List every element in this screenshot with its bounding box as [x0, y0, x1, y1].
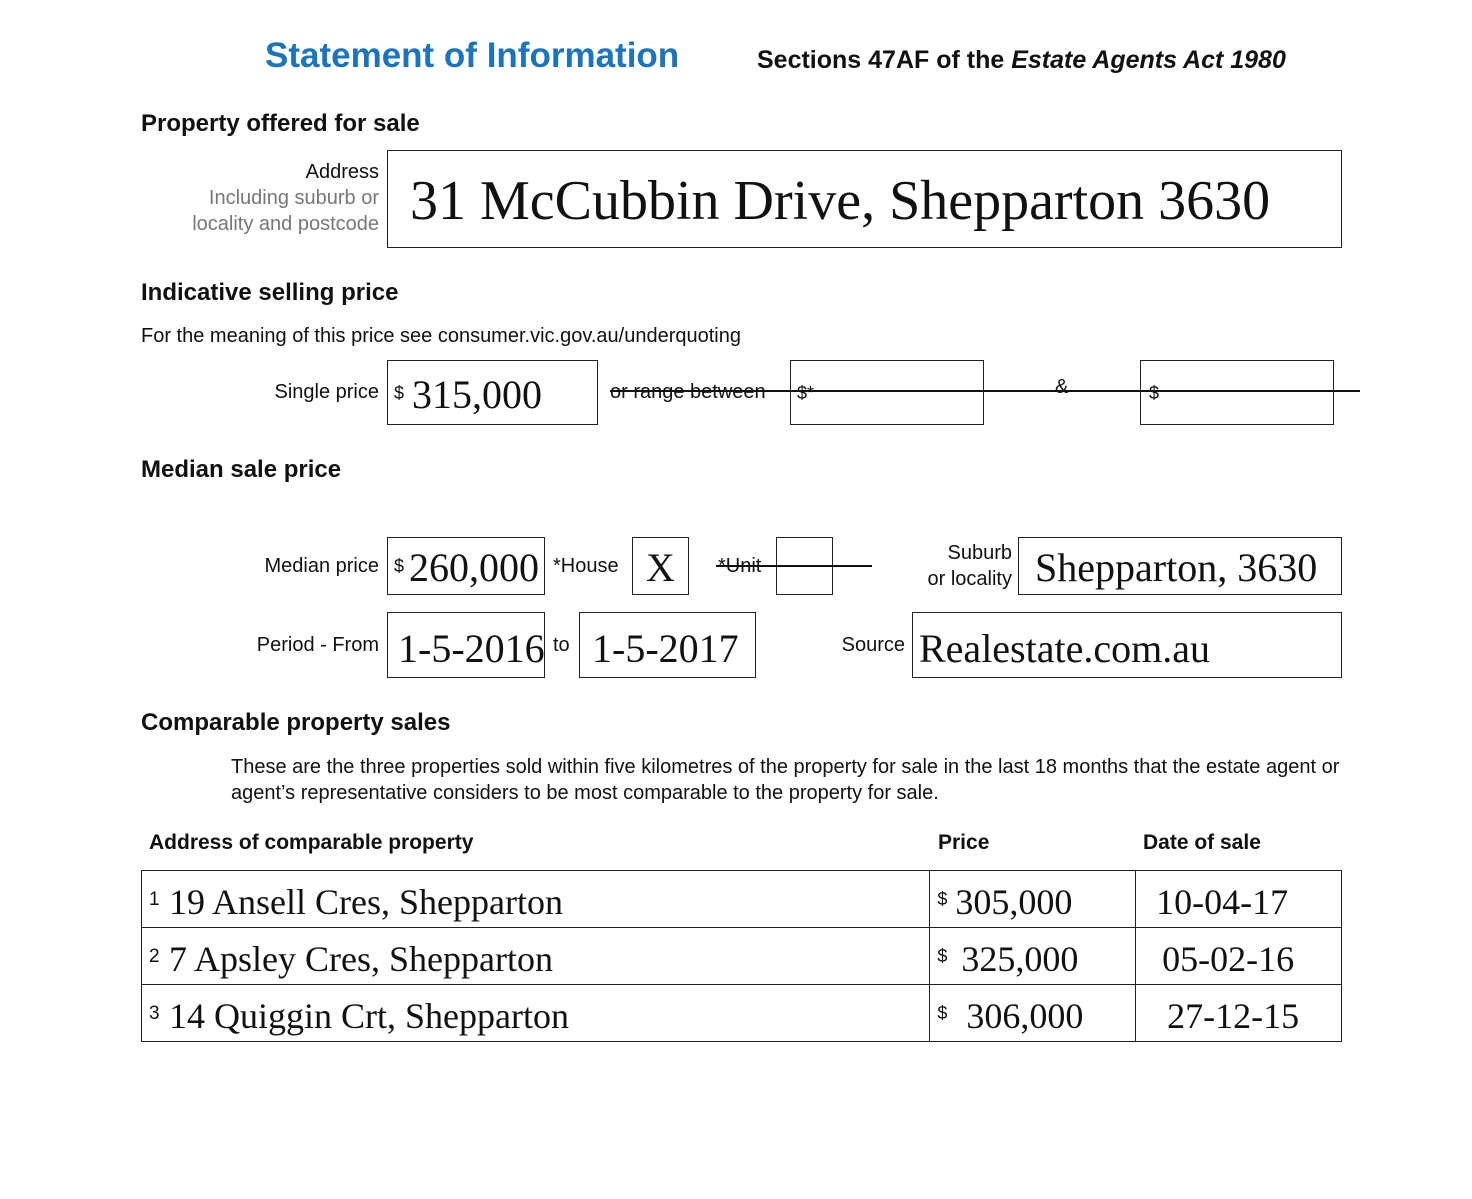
row-number: 2	[149, 946, 160, 967]
comparable-price: 306,000	[966, 996, 1084, 1036]
comparable-date: 10-04-17	[1156, 882, 1289, 922]
suburb-value: Shepparton, 3630	[1035, 545, 1318, 590]
address-hint-line1: Including suburb or	[208, 187, 379, 209]
comparable-intro: These are the three properties sold within five kilometres of the property for sale in the last 18 months that the estate agent or agent’s representative considers to be most comparable to the property for sale.	[231, 756, 1340, 804]
address-value: 31 McCubbin Drive, Shepparton 3630	[410, 170, 1271, 232]
col-header-date: Date of sale	[1143, 831, 1261, 854]
property-heading: Property offered for sale	[141, 110, 420, 137]
address-field	[387, 150, 1342, 248]
row-number: 1	[149, 889, 160, 910]
median-price-value: 260,000	[409, 545, 539, 590]
single-price-label: Single price	[274, 381, 379, 403]
indicative-heading: Indicative selling price	[141, 279, 399, 306]
period-from-field	[387, 612, 545, 678]
range-ampersand: &	[1055, 376, 1069, 398]
sections-prefix: Sections 47AF of the	[757, 46, 1012, 74]
date-cell	[1136, 928, 1342, 985]
period-from-value: 1-5-2016	[398, 626, 545, 671]
row-number: 3	[149, 1003, 160, 1024]
period-to-value: 1-5-2017	[592, 626, 739, 671]
table-row	[142, 985, 1342, 1042]
house-checkbox	[632, 537, 689, 595]
source-label: Source	[841, 634, 905, 656]
single-price-field	[387, 360, 598, 425]
suburb-label-line1: Suburb	[947, 542, 1012, 564]
range-from-field	[790, 360, 984, 425]
price-dollar: $	[937, 946, 948, 966]
source-field	[912, 612, 1342, 678]
date-cell	[1136, 871, 1342, 928]
period-from-label: Period - From	[256, 634, 379, 656]
median-price-label: Median price	[264, 555, 379, 577]
comparable-date: 27-12-15	[1167, 996, 1300, 1036]
median-price-dollar: $	[394, 556, 405, 576]
range-from-prefix: $*	[797, 383, 815, 403]
address-cell	[142, 871, 930, 928]
house-label: *House	[553, 555, 619, 577]
suburb-label-line2: or locality	[927, 568, 1012, 590]
price-cell	[930, 928, 1136, 985]
period-to-field	[579, 612, 756, 678]
address-hint-line2: locality and postcode	[192, 213, 379, 235]
price-dollar: $	[937, 889, 948, 909]
range-label: or range between	[610, 381, 766, 403]
document-title: Statement of Information	[265, 36, 680, 75]
unit-label: *Unit	[718, 555, 762, 577]
single-price-value: 315,000	[412, 372, 542, 417]
single-price-dollar: $	[394, 383, 405, 403]
comparable-heading: Comparable property sales	[141, 709, 451, 736]
col-header-address: Address of comparable property	[149, 831, 474, 854]
unit-strikethrough-line	[716, 565, 872, 567]
range-to-field	[1140, 360, 1334, 425]
median-heading: Median sale price	[141, 456, 342, 483]
underquoting-note: For the meaning of this price see consumer.vic.gov.au/underquoting	[141, 325, 741, 347]
price-cell	[930, 985, 1136, 1042]
comparable-price: 325,000	[961, 939, 1079, 979]
comparable-address: 7 Apsley Cres, Shepparton	[169, 939, 553, 979]
date-cell	[1136, 985, 1342, 1042]
sections-reference	[757, 46, 1286, 75]
median-price-field	[387, 537, 545, 595]
house-check-mark: X	[646, 545, 675, 590]
table-row	[142, 871, 1342, 928]
comparable-sales-table	[141, 870, 1342, 1042]
range-to-prefix: $	[1149, 383, 1160, 403]
col-header-price: Price	[938, 831, 990, 854]
suburb-field	[1018, 537, 1342, 595]
comparable-address: 19 Ansell Cres, Shepparton	[169, 882, 563, 922]
address-label: Address	[305, 161, 379, 183]
address-cell	[142, 985, 930, 1042]
table-row	[142, 928, 1342, 985]
comparable-date: 05-02-16	[1162, 939, 1295, 979]
comparable-price: 305,000	[955, 882, 1073, 922]
price-cell	[930, 871, 1136, 928]
act-name: Estate Agents Act 1980	[1011, 46, 1286, 74]
period-to-label: to	[553, 634, 570, 656]
address-cell	[142, 928, 930, 985]
range-strikethrough-line	[610, 390, 1360, 392]
comparable-address: 14 Quiggin Crt, Shepparton	[169, 996, 569, 1036]
source-value: Realestate.com.au	[919, 626, 1210, 671]
price-dollar: $	[937, 1003, 948, 1023]
